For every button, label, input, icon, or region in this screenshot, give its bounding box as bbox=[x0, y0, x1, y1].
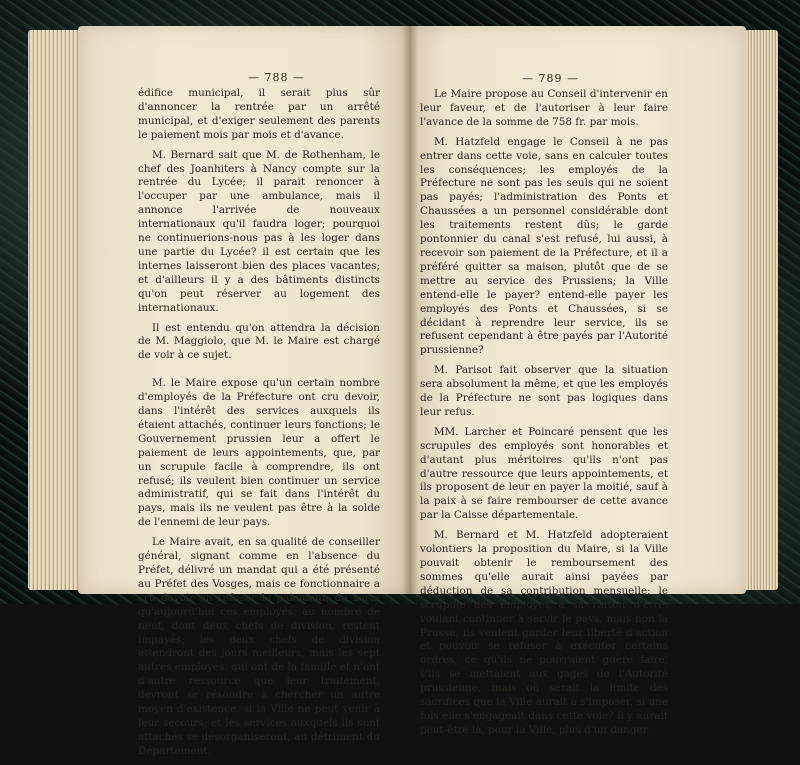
paragraph: Le Maire avait, en sa qualité de conseiller général, signant comme en l'absence du Préfet, délivré un mandat qui a été présenté au Préfet des Vosges, mais ce fonctionnaire a cru devoir en refuser le paiement; de sorte qu'aujourd'hui ces employés, au nombre de neuf, dont deux chefs de division, restent impayés; les deux chefs de division attendront des jours meilleurs, mais les sept autres employés, qui ont de la famille et n'ont d'autre ressource que leur traitement, devront se résoudre à chercher un autre moyen d'existence, si la Ville ne peut venir à leur secours; et les services auxquels ils sont attachés se désorganiseront, au détriment du Département. bbox=[138, 536, 380, 757]
paragraph: Il est entendu qu'on attendra la décision de M. Maggiolo, que M. le Maire est chargé de voir à ce sujet. bbox=[138, 321, 380, 362]
paragraph: M. Bernard et M. Hatzfeld adopteraient volontiers la proposition du Maire, si la Ville pouvait obtenir le remboursement des sommes qu'elle aurait ainsi payées par déduction de sa contribution mensuelle; le scrupule des employés a sa raison d'être: voulant continuer à servir le pays, mais non la Prusse, ils veulent garder leur liberté d'action et pouvoir se refuser à exécuter certains ordres, ce qu'ils ne pourraient guère faire, s'ils se mettaient aux gages de l'Autorité prussienne; mais où serait la limite des sacrifices que la Ville aurait à s'imposer, si une fois elle s'engageait dans cette voie? il y aurait peut-être là, pour la Ville, plus d'un danger. bbox=[420, 529, 668, 736]
right-page-number: — 789 — bbox=[522, 72, 579, 85]
paragraph: M. le Maire expose qu'un certain nombre d'employés de la Préfecture ont cru devoir, dans l'intérêt des services auxquels ils étaient attachés, continuer leurs fonctions; le Gouvernement prussien leur a offert le paiement de leurs appointements, que, par un scrupule facile à comprendre, ils ont refusé; ils veulent bien continuer un service administratif, qui se fait dans l'intérêt du pays, mais ils ne veulent pas être à la solde de l'ennemi de leur pays. bbox=[138, 377, 380, 529]
paragraph: MM. Larcher et Poincaré pensent que les scrupules des employés sont honorables et d'autant plus méritoires qu'ils n'ont pas d'autre ressource que leurs appointements, et ils proposent de leur en payer la moitié, sauf à la paix à se faire rembourser de cette avance par la Caisse départementale. bbox=[420, 425, 668, 522]
book-gutter bbox=[402, 26, 418, 594]
right-page-text bbox=[420, 88, 668, 744]
paragraph: M. Bernard sait que M. de Rothenham, le chef des Joanhiters à Nancy compte sur la rentrée du Lycée; il parait renoncer à l'occuper par une ambulance, mais il annonce l'arrivée de nouveaux internationaux qu'il faudra loger; pourquoi ne continuerions-nous pas à les loger dans une partie du Lycée? il est certain que les internes laisseront bien des places vacantes; et d'ailleurs il y a des bâtiments distincts qu'on peut réserver au logement des internationaux. bbox=[138, 148, 380, 314]
paragraph: M. Hatzfeld engage le Conseil à ne pas entrer dans cette voie, sans en calculer toutes les conséquences; les employés de la Préfecture ne sont pas les seuls qui ne soient pas payés; l'administration des Ponts et Chaussées a un personnel considérable dont les traitements restent dûs; le garde pontonnier du canal s'est refusé, lui aussi, à recevoir son paiement de la Préfecture, et il a préféré quitter sa maison, plutôt que de se mettre au service des Prussiens; la Ville entend-elle le payer? entend-elle payer les employés des Ponts et Chaussées, si se décidant à reprendre leur service, ils se refusent cependant à être payés par l'Autorité prussienne? bbox=[420, 135, 668, 357]
open-book bbox=[22, 18, 782, 590]
paragraph: M. Parisot fait observer que la situation sera absolument la même, et que les employés de la Préfecture ne sont pas logiques dans leur refus. bbox=[420, 364, 668, 418]
right-page-edges bbox=[744, 30, 778, 590]
paragraph: Le Maire propose au Conseil d'intervenir en leur faveur, et de l'autoriser à leur faire l'avance de la somme de 758 fr. par mois. bbox=[420, 88, 668, 128]
left-page-text bbox=[138, 87, 380, 765]
paragraph: édifice municipal, il serait plus sûr d'annoncer la rentrée par un arrêté municipal, et d'exiger seulement des parents le paiement mois par mois et d'avance. bbox=[138, 87, 380, 141]
left-page-number: — 788 — bbox=[248, 71, 305, 84]
